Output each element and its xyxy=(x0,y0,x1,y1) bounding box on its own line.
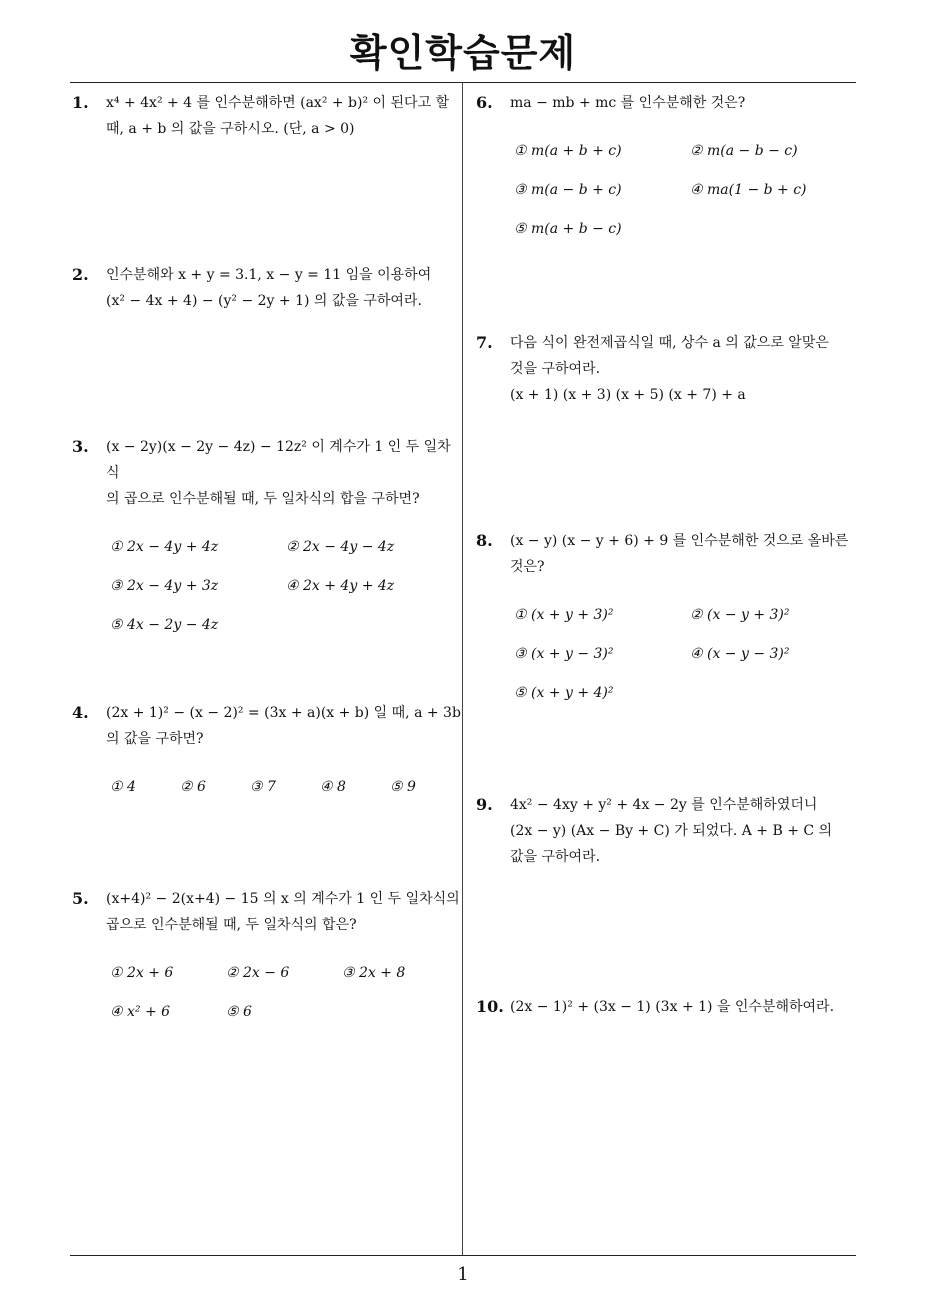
problem-text: (x − 2y)(x − 2y − 4z) − 12z² 이 계수가 1 인 두 일차식 의 곱으로 인수분해될 때, 두 일차식의 합을 구하면? xyxy=(106,439,451,507)
choice-2[interactable]: ② m(a − b − c) xyxy=(690,143,798,159)
problem-9 xyxy=(476,792,866,870)
problem-1 xyxy=(72,90,462,142)
choice-2[interactable]: ② (x − y + 3)² xyxy=(690,607,790,623)
problem-7 xyxy=(476,330,866,408)
choice-list xyxy=(510,138,866,258)
choice-5[interactable]: ⑤ 4x − 2y − 4z xyxy=(110,617,219,633)
problem-10 xyxy=(476,994,866,1020)
problem-text: 다음 식이 완전제곱식일 때, 상수 a 의 값으로 알맞은 것을 구하여라. (x + 1) (x + 3) (x + 5) (x + 7) + a xyxy=(510,335,829,403)
choice-3[interactable]: ③ m(a − b + c) xyxy=(514,182,622,198)
problem-number: 1. xyxy=(72,93,89,112)
choice-4[interactable]: ④ x² + 6 xyxy=(110,1004,171,1020)
problem-text: 인수분해와 x + y = 3.1, x − y = 11 임을 이용하여 (x² − 4x + 4) − (y² − 2y + 1) 의 값을 구하여라. xyxy=(106,267,432,309)
problem-text: (x − y) (x − y + 6) + 9 를 인수분해한 것으로 올바른 것은? xyxy=(510,533,849,575)
choice-4[interactable]: ④ 2x + 4y + 4z xyxy=(286,578,395,594)
choice-3[interactable]: ③ (x + y − 3)² xyxy=(514,646,614,662)
problem-text: x⁴ + 4x² + 4 를 인수분해하면 (ax² + b)² 이 된다고 할 때, a + b 의 값을 구하시오. (단, a > 0) xyxy=(106,95,450,137)
page-title: 확인학습문제 xyxy=(349,31,577,75)
bottom-rule xyxy=(70,1255,856,1256)
problem-5 xyxy=(72,886,462,1040)
problem-4 xyxy=(72,700,462,804)
problem-text: 4x² − 4xy + y² + 4x − 2y 를 인수분해하였더니 (2x − y) (Ax − By + C) 가 되었다. A + B + C 의 값을 구하여라. xyxy=(510,797,833,865)
problem-6 xyxy=(476,90,866,258)
problem-text: (2x − 1)² + (3x − 1) (3x + 1) 을 인수분해하여라. xyxy=(510,999,835,1015)
choice-3[interactable]: ③ 2x − 4y + 3z xyxy=(110,578,219,594)
problem-text: (x+4)² − 2(x+4) − 15 의 x 의 계수가 1 인 두 일차식의 곱으로 인수분해될 때, 두 일차식의 합은? xyxy=(106,891,460,933)
problem-number: 4. xyxy=(72,703,89,722)
choice-1[interactable]: ① 2x − 4y + 4z xyxy=(110,539,219,555)
problem-2 xyxy=(72,262,462,314)
choice-5[interactable]: ⑤ 6 xyxy=(226,1004,252,1020)
page-number: 1 xyxy=(457,1264,469,1285)
choice-5[interactable]: ⑤ (x + y + 4)² xyxy=(514,685,614,701)
choice-1[interactable]: ① 4 xyxy=(110,779,136,795)
choice-4[interactable]: ④ 8 xyxy=(320,779,346,795)
choice-4[interactable]: ④ ma(1 − b + c) xyxy=(690,182,807,198)
problem-number: 2. xyxy=(72,265,89,284)
problem-number: 9. xyxy=(476,795,493,814)
choice-1[interactable]: ① 2x + 6 xyxy=(110,965,174,981)
choice-5[interactable]: ⑤ 9 xyxy=(390,779,416,795)
choice-3[interactable]: ③ 2x + 8 xyxy=(342,965,406,981)
choice-list xyxy=(106,960,462,1040)
choice-1[interactable]: ① m(a + b + c) xyxy=(514,143,622,159)
choice-list xyxy=(106,534,462,654)
choice-5[interactable]: ⑤ m(a + b − c) xyxy=(514,221,622,237)
choice-4[interactable]: ④ (x − y − 3)² xyxy=(690,646,790,662)
problem-number: 10. xyxy=(476,997,504,1016)
choice-list xyxy=(510,602,866,722)
problem-8 xyxy=(476,528,866,722)
problem-number: 6. xyxy=(476,93,493,112)
choice-list xyxy=(106,774,462,804)
top-rule xyxy=(70,82,856,83)
problem-text: ma − mb + mc 를 인수분해한 것은? xyxy=(510,95,746,111)
problem-3 xyxy=(72,434,462,654)
choice-3[interactable]: ③ 7 xyxy=(250,779,276,795)
choice-2[interactable]: ② 2x − 6 xyxy=(226,965,290,981)
problem-number: 3. xyxy=(72,437,89,456)
problem-number: 8. xyxy=(476,531,493,550)
column-divider xyxy=(462,83,463,1255)
problem-number: 5. xyxy=(72,889,89,908)
problem-text: (2x + 1)² − (x − 2)² = (3x + a)(x + b) 일 때, a + 3b 의 값을 구하면? xyxy=(106,705,461,747)
choice-2[interactable]: ② 2x − 4y − 4z xyxy=(286,539,395,555)
problem-number: 7. xyxy=(476,333,493,352)
choice-2[interactable]: ② 6 xyxy=(180,779,206,795)
choice-1[interactable]: ① (x + y + 3)² xyxy=(514,607,614,623)
